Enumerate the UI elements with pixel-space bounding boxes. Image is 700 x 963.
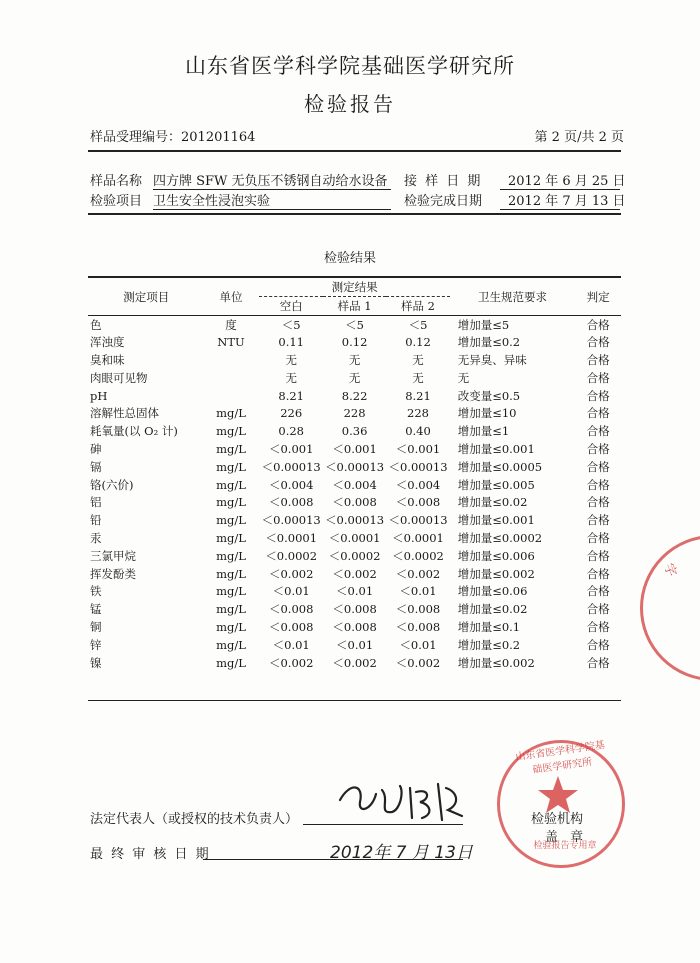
row-item: 耗氧量(以 O₂ 计) [90,424,178,439]
table-bottom-rule [88,700,621,701]
row-unit [203,351,260,369]
results-body [88,316,621,672]
row-item: 锌 [90,637,102,652]
row-judge: 合格 [586,459,610,474]
row-sample2: ＜0.008 [395,619,441,634]
row-std: 增加量≤10 [457,406,517,421]
row-sample2: 0.40 [405,424,431,439]
row-item: 肉眼可见物 [90,370,148,385]
row-sample2: ＜0.002 [395,566,441,581]
row-sample2: ＜0.002 [395,655,441,670]
row-std: 增加量≤0.2 [457,637,521,652]
row-judge: 合格 [586,495,610,510]
row-unit: mg/L [216,513,246,528]
row-sample2: 无 [412,370,424,385]
header-sample1: 样品 1 [337,299,372,313]
row-item: 浑浊度 [90,335,125,350]
row-sample2: ＜0.001 [395,441,441,456]
table-row [88,476,621,494]
row-sample2: ＜0.0002 [392,548,444,563]
test-item-field [153,190,391,209]
header-item: 测定项目 [123,289,170,304]
sample-name-field [153,170,391,189]
row-blank: ＜0.0001 [265,530,318,545]
complete-date-value: 2012 年 7 月 13 日 [508,194,626,209]
header-unit: 单位 [219,289,243,304]
row-sample2: 8.21 [405,388,431,403]
receive-date-field [500,170,626,189]
stamp-ring-text: 山东省医学科学院基础医学研究所 [514,739,606,777]
row-item: 镉 [90,459,102,474]
stamp-seal-label: 盖 章 [545,830,588,845]
row-sample1: ＜0.01 [336,584,374,599]
test-item-value: 卫生安全性浸泡实验 [153,194,271,209]
row-item: 铁 [90,584,102,599]
row-sample2: ＜0.008 [395,495,441,510]
complete-date-label: 检验完成日期 [404,194,483,209]
row-sample1: ＜0.008 [332,602,377,617]
table-row [88,547,621,565]
row-item: 汞 [90,530,102,545]
results-table [88,276,621,671]
review-date-handwritten: 2012年 7 月 13日 [330,843,473,863]
row-unit: mg/L [216,495,246,510]
row-unit: mg/L [216,548,246,563]
table-row [88,582,621,600]
row-item: 锰 [90,602,102,617]
info-divider [88,213,621,215]
table-row [88,316,621,334]
table-row [88,654,621,672]
row-item: 溶解性总固体 [90,406,159,421]
table-row [88,493,621,511]
row-unit: mg/L [216,424,246,439]
row-sample2: ＜0.01 [399,584,437,599]
row-sample2: ＜0.01 [399,637,437,652]
row-blank: ＜0.001 [268,441,314,456]
row-judge: 合格 [586,424,610,439]
row-std: 增加量≤0.001 [457,513,535,528]
row-sample1: ＜0.008 [332,495,377,510]
row-blank: ＜0.0002 [265,548,318,563]
row-unit: mg/L [216,477,246,492]
table-row [88,618,621,636]
row-item: 铬(六价) [90,477,134,492]
row-unit: mg/L [216,459,246,474]
row-std: 改变量≤0.5 [457,388,521,403]
row-judge: 合格 [586,477,610,492]
table-row [88,565,621,583]
row-sample1: 228 [343,406,366,421]
page-info: 第 2 页/共 2 页 [534,130,624,145]
signature-handwriting [330,770,480,830]
stamp-ring-bottom: 检验报告专用章 [533,841,597,851]
row-std: 增加量≤1 [457,424,510,439]
header-blank: 空白 [279,299,303,313]
table-row [88,422,621,440]
row-judge: 合格 [586,317,610,332]
row-std: 无 [457,370,470,385]
row-judge: 合格 [586,335,610,350]
row-sample1: ＜0.001 [332,441,377,456]
row-unit: mg/L [216,619,246,634]
row-sample2: ＜0.00013 [388,513,448,528]
row-blank: 0.28 [278,424,304,439]
row-unit [203,369,260,387]
row-blank: ＜0.002 [268,566,314,581]
row-item: pH [90,388,108,403]
row-sample2: ＜0.004 [395,477,441,492]
row-sample2: ＜0.00013 [388,459,448,474]
sample-number [90,126,255,145]
row-std: 增加量≤0.002 [457,566,535,581]
row-blank: 226 [280,406,303,421]
rep-label: 法定代表人（或授权的技术负责人） [90,812,299,827]
row-sample1: ＜0.0001 [328,530,381,545]
table-row [88,369,621,387]
row-std: 增加量≤0.0005 [457,459,543,474]
row-item: 砷 [90,441,102,456]
row-unit [203,387,260,405]
row-unit: mg/L [216,530,246,545]
row-sample1: ＜0.002 [332,566,377,581]
row-blank: 无 [285,352,297,367]
row-item: 挥发酚类 [90,566,136,581]
results-title: 检验结果 [323,251,376,266]
row-sample2: 0.12 [405,335,431,350]
row-std: 增加量≤0.2 [457,335,521,350]
row-blank: ＜0.00013 [261,459,321,474]
row-unit: mg/L [216,566,246,581]
report-title: 检验报告 [304,92,396,116]
row-judge: 合格 [586,441,610,456]
row-judge: 合格 [586,370,610,385]
sample-number-label: 样品受理编号： [90,130,182,145]
row-std: 增加量≤0.02 [457,495,528,510]
row-sample1: 0.36 [341,424,368,439]
row-sample2: ＜0.0001 [392,530,444,545]
row-judge: 合格 [586,566,610,581]
table-row [88,458,621,476]
table-row [88,333,621,351]
row-item: 色 [90,317,102,332]
table-row [88,529,621,547]
row-sample2: 228 [407,406,429,421]
row-blank: 0.11 [278,335,304,350]
row-judge: 合格 [586,584,610,599]
row-blank: 无 [285,370,297,385]
row-judge: 合格 [586,530,610,545]
header-group: 测定结果 [259,277,449,297]
table-row [88,404,621,422]
row-judge: 合格 [586,619,610,634]
table-row [88,636,621,654]
row-blank: ＜0.01 [272,584,310,599]
row-blank: ＜0.00013 [261,513,321,528]
stamp-org-label: 检验机构 [531,812,584,827]
row-unit: mg/L [216,602,246,617]
row-judge: 合格 [586,602,610,617]
row-blank: 8.21 [278,388,304,403]
row-judge: 合格 [586,637,610,652]
row-item: 臭和味 [90,352,125,367]
row-unit: NTU [217,335,245,350]
row-unit: mg/L [216,655,246,670]
row-sample2: 无 [412,352,424,367]
row-sample1: ＜0.0002 [328,548,381,563]
row-blank: ＜0.002 [268,655,314,670]
row-sample2: ＜5 [408,317,428,332]
partial-stamp-text: 字 [660,561,679,579]
row-std: 增加量≤0.001 [457,441,535,456]
header-divider [88,150,621,152]
row-sample2: ＜0.008 [395,602,441,617]
row-unit: mg/L [216,406,246,421]
row-sample1: 无 [348,370,361,385]
row-sample1: ＜5 [345,317,364,332]
row-sample1: ＜0.00013 [325,513,385,528]
row-sample1: ＜0.01 [336,637,374,652]
row-std: 增加量≤0.02 [457,602,528,617]
row-item: 铜 [90,619,102,634]
row-sample1: 0.12 [341,335,368,350]
row-item: 铅 [90,513,102,528]
row-judge: 合格 [586,548,610,563]
row-blank: ＜0.008 [268,602,314,617]
row-sample1: 8.22 [341,388,368,403]
table-row [88,600,621,618]
table-row [88,440,621,458]
header-judge: 判定 [586,289,610,304]
test-item-label: 检验项目 [90,194,143,209]
row-sample1: ＜0.004 [332,477,377,492]
table-row [88,387,621,405]
row-std: 无异臭、异味 [457,352,527,367]
row-judge: 合格 [586,388,610,403]
sample-number-value: 201201164 [181,130,256,145]
row-blank: ＜0.004 [268,477,314,492]
row-std: 增加量≤5 [457,317,510,332]
header-std: 卫生规范要求 [477,289,547,304]
sample-name-value: 四方牌 SFW 无负压不锈钢自动给水设备 [153,174,388,189]
row-judge: 合格 [586,406,610,421]
review-date-label: 最 终 审 核 日 期 [90,847,211,862]
receive-date-value: 2012 年 6 月 25 日 [508,174,626,189]
sample-name-label: 样品名称 [90,174,143,189]
row-std: 增加量≤0.006 [457,548,535,563]
row-blank: ＜0.008 [268,619,314,634]
table-row [88,511,621,529]
row-std: 增加量≤0.1 [457,619,521,634]
row-sample1: ＜0.002 [332,655,377,670]
row-std: 增加量≤0.002 [457,655,535,670]
header-sample2: 样品 2 [401,299,435,313]
row-std: 增加量≤0.0002 [457,530,543,545]
row-unit: mg/L [216,441,246,456]
partial-stamp-right [640,535,700,681]
row-item: 三氯甲烷 [90,548,136,563]
row-sample1: ＜0.008 [332,619,377,634]
complete-date-field [500,190,626,209]
institute-title: 山东省医学科学院基础医学研究所 [185,54,515,78]
row-judge: 合格 [586,513,610,528]
row-unit: mg/L [216,584,246,599]
row-blank: ＜0.008 [268,495,314,510]
row-unit: mg/L [216,637,246,652]
table-row [88,351,621,369]
receive-date-label: 接 样 日 期 [404,174,483,189]
row-std: 增加量≤0.06 [457,584,528,599]
row-judge: 合格 [586,655,610,670]
row-sample1: ＜0.00013 [325,459,385,474]
row-unit: 度 [225,317,237,332]
row-blank: ＜5 [281,317,301,332]
row-std: 增加量≤0.005 [457,477,535,492]
row-item: 镍 [90,655,102,670]
row-judge: 合格 [586,352,610,367]
row-blank: ＜0.01 [272,637,310,652]
row-sample1: 无 [348,352,361,367]
row-item: 铝 [90,495,102,510]
